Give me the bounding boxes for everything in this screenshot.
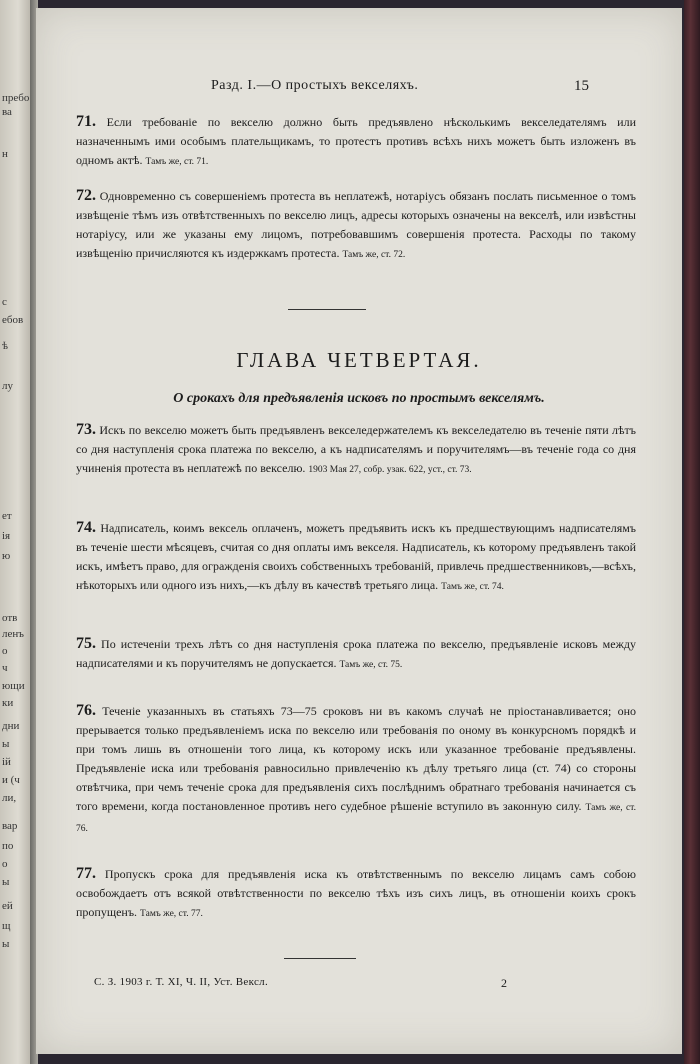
article-77	[76, 864, 636, 924]
article-75	[76, 634, 636, 675]
chapter-subtitle: О срокахъ для предъявленія исковъ по простымъ векселямъ.	[173, 391, 545, 406]
article-number: 75.	[76, 635, 96, 652]
article-number: 74.	[76, 519, 96, 536]
article-71	[76, 112, 636, 172]
running-head	[36, 78, 682, 100]
left-page-fragment: с	[2, 296, 7, 308]
article-reference: Тамъ же, ст. 77.	[140, 909, 203, 919]
page-number: 15	[574, 78, 589, 94]
left-page-fragment: ы	[2, 938, 10, 950]
article-74	[76, 518, 636, 597]
footer-signature: С. З. 1903 г. Т. XI, Ч. II, Уст. Вексл.	[94, 976, 269, 988]
left-page-fragment: ленъ	[2, 628, 24, 640]
article-number: 77.	[76, 865, 96, 882]
left-page-fragment: ва	[2, 106, 12, 118]
left-page-fragment: ѣ	[2, 340, 8, 352]
left-page-fragment: вар	[2, 820, 18, 832]
article-reference: Тамъ же, ст. 71.	[145, 157, 209, 167]
article-73	[76, 420, 636, 480]
left-page-fragment: ій	[2, 756, 11, 768]
left-page-fragment: и (ч	[2, 774, 20, 786]
article-text: Одновременно съ совершеніемъ протеста въ неплатежѣ, нотаріусъ обязанъ послать письменное о томъ извѣщеніе тѣмъ изъ отвѣтственныхъ по векселю лицъ, адресы которыхъ означены на векселѣ, или извѣстны нотаріусу, или же указаны ему лицомъ, потребовавшимъ совершенія протеста. Расходы по такому извѣщенію причисляются къ издержкамъ протеста.	[76, 189, 637, 260]
left-page-fragment: ебов	[2, 314, 24, 326]
article-reference: Тамъ же, ст. 72.	[342, 250, 406, 260]
article-number: 72.	[76, 187, 96, 204]
left-page-fragment: ей	[2, 900, 13, 912]
running-head-title: Разд. I.—О простыхъ векселяхъ.	[211, 78, 419, 93]
article-text: Теченіе указанныхъ въ статьяхъ 73—75 сроковъ ни въ какомъ случаѣ не пріостанавливается; оно прерывается только предъявленіемъ иска по векселю или требованія по оному въ конкурсномъ порядкѣ и при томъ лишь въ отношеніи того лица, къ которому искъ или указанное требованіе предъявлены. Предъявленіе иска или требованія равносильно привлеченію къ дѣлу третьяго лица (ст. 74) со стороны отвѣтчика, при чемъ теченіе срока для предъявленія сихъ послѣднимъ обратнаго требованія начинается съ того времени, когда постановленное противъ него судебное рѣшеніе вступило въ законную силу.	[76, 704, 637, 813]
left-page-fragment: о	[2, 858, 8, 870]
article-text: Надписатель, коимъ вексель оплаченъ, можетъ предъявить искъ къ предшествующимъ надписателямъ въ теченіе шести мѣсяцевъ, считая со дня оплаты имъ векселя. Надписатель, къ которому предъявленъ такой искъ, имѣетъ право, для огражденія своихъ собственныхъ требованій, привлечь предшественниковъ,—всѣхъ, нѣкоторыхъ или одного изъ нихъ,—къ дѣлу въ качествѣ третьяго лица.	[76, 521, 637, 592]
left-page-fragment: ли,	[2, 792, 17, 804]
article-reference: 1903 Мая 27, собр. узак. 622, уст., ст. 73.	[308, 465, 472, 475]
left-page-fragment: ю	[2, 550, 11, 562]
left-page-edge	[0, 0, 30, 1064]
left-page-fragment: лу	[2, 380, 13, 392]
left-page-fragment: по	[2, 840, 14, 852]
left-page-fragment: отв	[2, 612, 18, 624]
left-page-fragment: пребо	[2, 92, 30, 104]
left-page-fragment: ч	[2, 662, 8, 674]
left-page-fragment: дни	[2, 720, 20, 732]
left-page-fragment: ы	[2, 876, 10, 888]
book-binding	[684, 0, 700, 1064]
article-number: 76.	[76, 702, 96, 719]
section-divider	[288, 309, 366, 310]
article-76	[76, 701, 636, 839]
article-text: Если требованіе по векселю должно быть предъявлено нѣсколькимъ векселедателямъ или назначеннымъ ими особымъ плательщикамъ, то протестъ противъ всѣхъ нихъ можетъ быть изложенъ въ одномъ актѣ.	[76, 115, 636, 167]
article-72	[76, 186, 636, 265]
article-reference: Тамъ же, ст. 74.	[441, 582, 504, 592]
article-text: Пропускъ срока для предъявленія иска къ отвѣтственнымъ по векселю лицамъ самъ собою освобождаетъ отъ всякой отвѣтственности по векселю тѣхъ изъ сихъ лицъ, въ отношеніи коихъ срокъ пропущенъ.	[76, 867, 637, 919]
article-number: 71.	[76, 113, 96, 130]
article-text: По истеченіи трехъ лѣтъ со дня наступленія срока платежа по векселю, предъявленіе исковъ между надписателями и къ поручителямъ не допускается.	[76, 637, 637, 670]
left-page-fragment: о	[2, 645, 8, 657]
left-page-fragment: ія	[2, 530, 11, 542]
left-page-fragment: ы	[2, 738, 10, 750]
chapter-title: ГЛАВА ЧЕТВЕРТАЯ.	[236, 348, 482, 372]
left-page-fragment: ки	[2, 697, 14, 709]
footer-divider	[284, 958, 356, 959]
article-number: 73.	[76, 421, 96, 438]
left-page-fragment: ющи	[2, 680, 25, 692]
left-page-fragment: щ	[2, 920, 11, 932]
article-reference: Тамъ же, ст. 76.	[76, 803, 636, 834]
article-reference: Тамъ же, ст. 75.	[339, 660, 403, 670]
book-page	[36, 8, 682, 1054]
left-page-fragment: н	[2, 148, 8, 160]
article-text: Искъ по векселю можетъ быть предъявленъ векселедержателемъ къ векселедателю въ теченіе пяти лѣтъ со дня наступленія срока платежа по векселю, а къ надписателямъ и поручителямъ—въ теченіе года со дня учиненія протеста въ неплатежѣ по векселю.	[76, 423, 636, 475]
footer-sheet-number: 2	[501, 976, 507, 990]
left-page-fragment: ет	[2, 510, 12, 522]
